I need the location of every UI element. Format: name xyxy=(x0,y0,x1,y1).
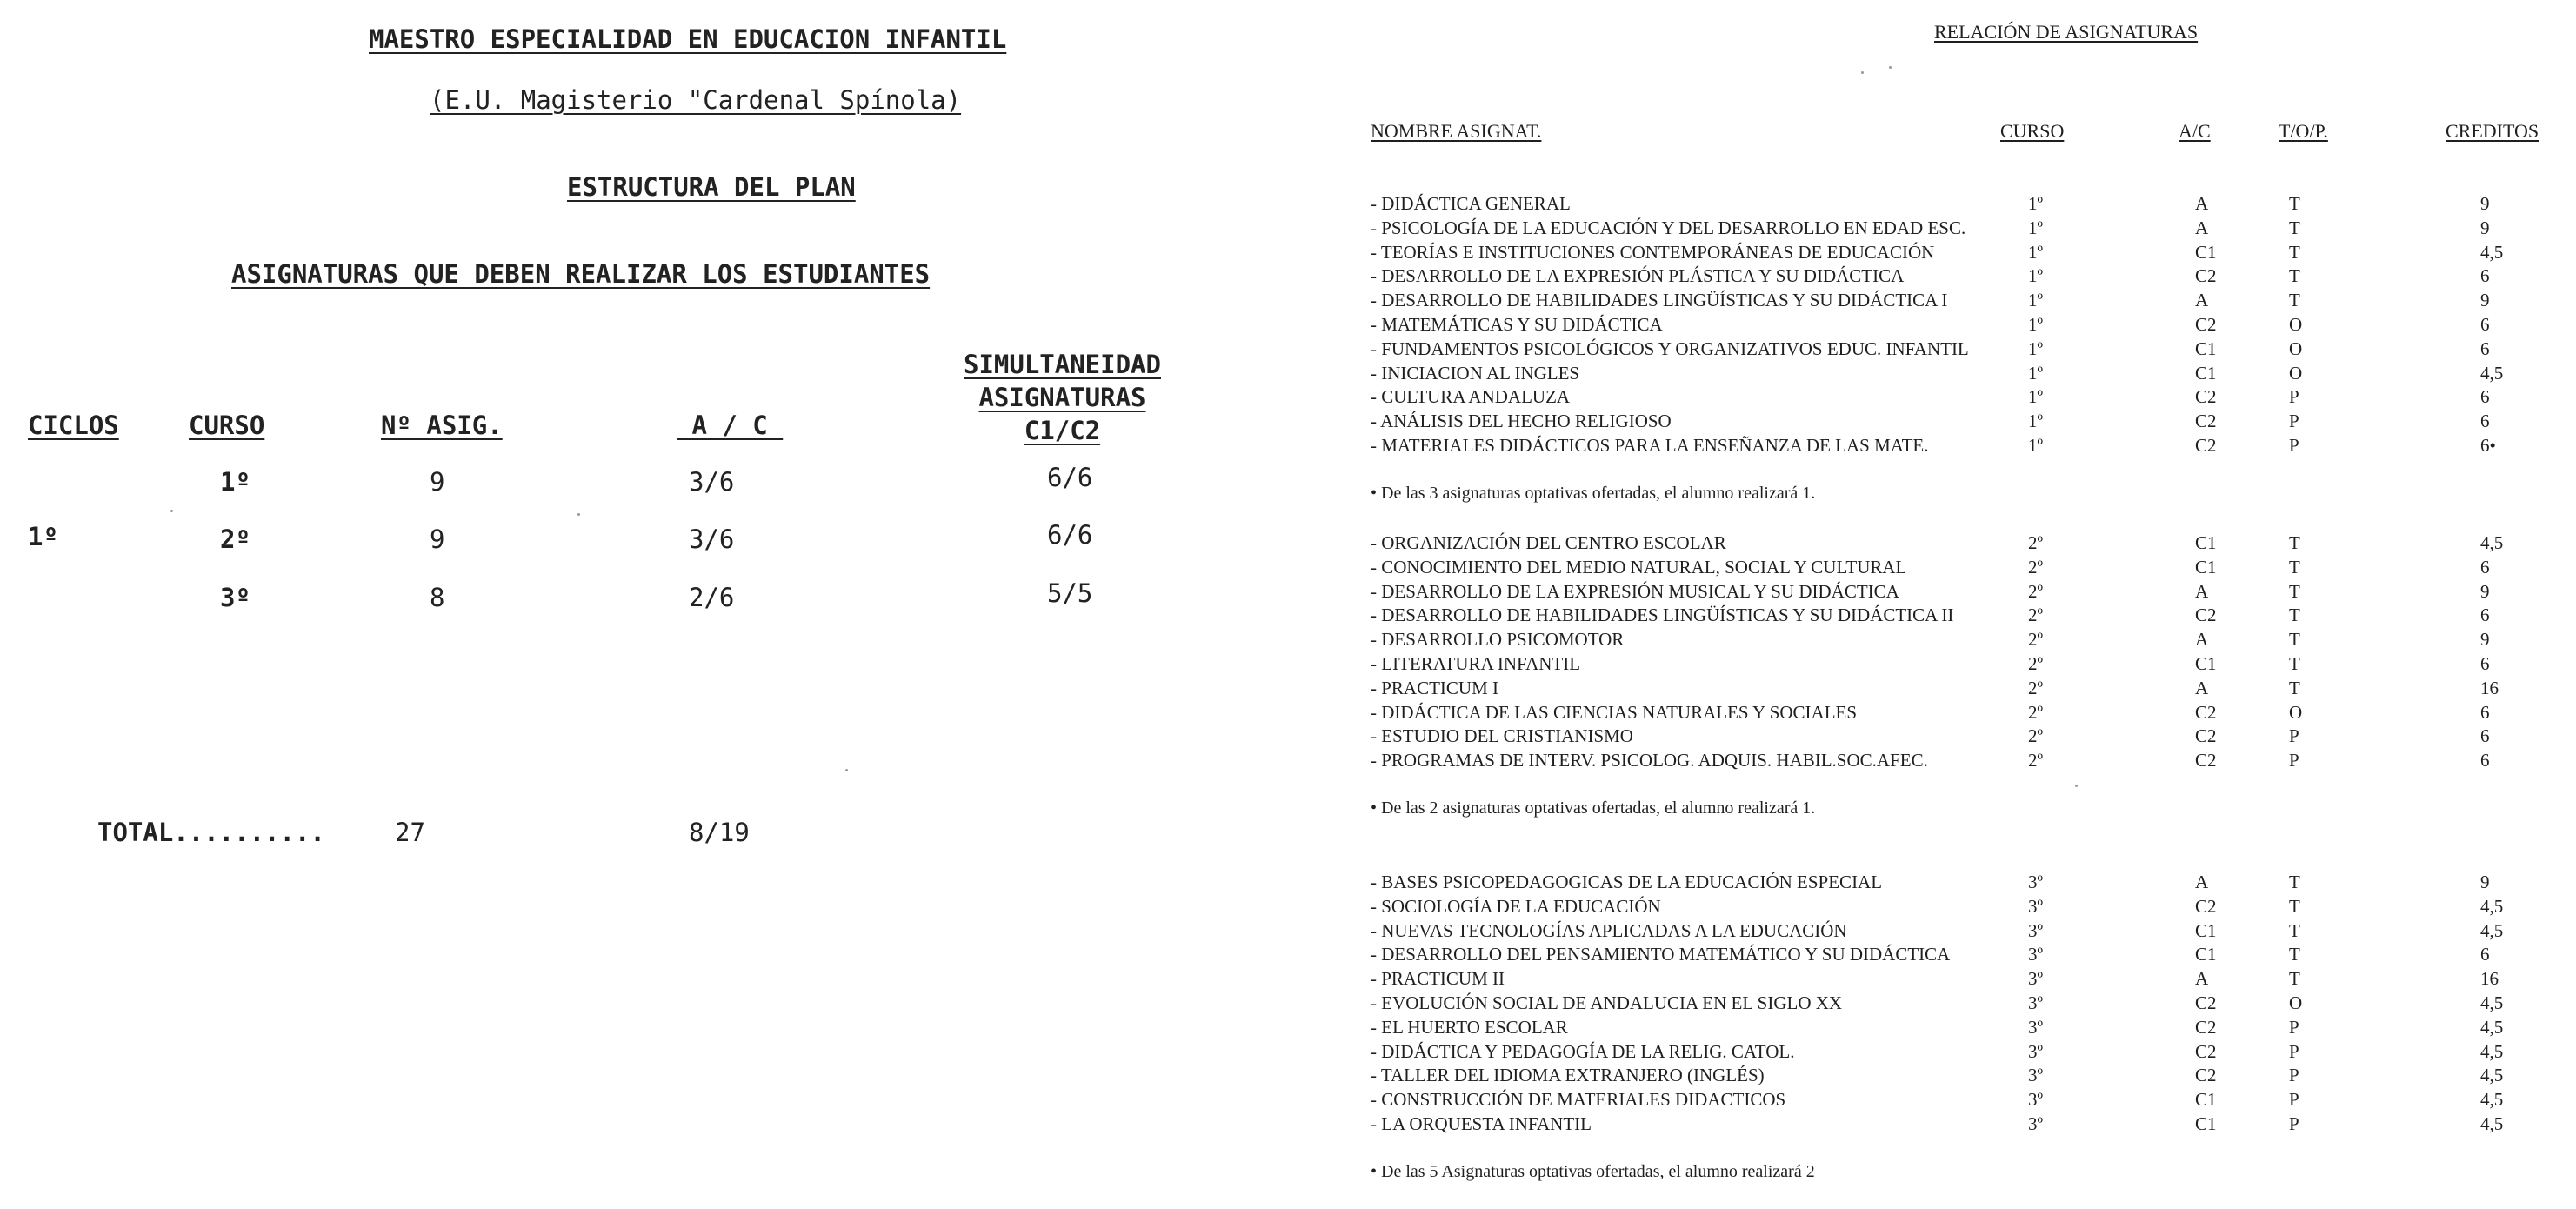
subject-creditos: 6• xyxy=(2480,435,2496,456)
subject-row xyxy=(1371,411,2571,435)
subject-top: P xyxy=(2289,1016,2299,1038)
subject-ac: C1 xyxy=(2195,1089,2217,1111)
subject-creditos: 6 xyxy=(2480,944,2490,965)
total-ac: 8/19 xyxy=(689,818,750,847)
subject-row xyxy=(1371,386,2571,411)
subject-name: - DIDÁCTICA DE LAS CIENCIAS NATURALES Y SOCIALES xyxy=(1371,701,1858,723)
subject-creditos: 16 xyxy=(2480,677,2499,698)
subject-creditos: 6 xyxy=(2480,653,2490,674)
subject-name: - CONOCIMIENTO DEL MEDIO NATURAL, SOCIAL Y CULTURAL xyxy=(1371,556,1907,578)
subject-top: T xyxy=(2289,677,2300,698)
subject-ac: C2 xyxy=(2195,411,2217,432)
subject-creditos: 9 xyxy=(2480,580,2490,602)
header-nombre: NOMBRE ASIGNAT. xyxy=(1371,120,1542,142)
optional-subjects-note: • De las 5 Asignaturas optativas ofertadas, el alumno realizará 2 xyxy=(1371,1161,1815,1181)
subject-creditos: 6 xyxy=(2480,701,2490,723)
subject-top: T xyxy=(2289,653,2300,674)
subject-curso: 3º xyxy=(2028,1089,2044,1111)
subject-name: - DIDÁCTICA GENERAL xyxy=(1371,193,1571,214)
subject-ac: C2 xyxy=(2195,386,2217,408)
subject-name: - LA ORQUESTA INFANTIL xyxy=(1371,1113,1592,1134)
subject-name: - DESARROLLO DE HABILIDADES LINGÜÍSTICAS Y SU DIDÁCTICA I xyxy=(1371,290,1948,311)
row-curso: 2º xyxy=(220,524,250,554)
subject-curso: 1º xyxy=(2028,217,2044,238)
subject-top: T xyxy=(2289,895,2300,917)
subject-row xyxy=(1371,581,2571,605)
header-ac: A / C xyxy=(677,411,784,440)
subject-curso: 2º xyxy=(2028,725,2044,747)
subject-ac: C1 xyxy=(2195,919,2217,941)
subject-curso: 1º xyxy=(2028,314,2044,335)
row-simultaneidad: 5/5 xyxy=(1047,578,1093,608)
subject-name: - EVOLUCIÓN SOCIAL DE ANDALUCIA EN EL SIGLO XX xyxy=(1371,992,1843,1013)
subject-top: T xyxy=(2289,556,2300,578)
subject-name: - DIDÁCTICA Y PEDAGOGÍA DE LA RELIG. CATOL. xyxy=(1371,1040,1795,1062)
subject-ac: C2 xyxy=(2195,1016,2217,1038)
subject-creditos: 4,5 xyxy=(2480,919,2504,941)
subject-curso: 2º xyxy=(2028,604,2044,626)
subject-ac: A xyxy=(2195,193,2209,214)
header-num-asignaturas: Nº ASIG. xyxy=(381,411,503,440)
subject-name: - NUEVAS TECNOLOGÍAS APLICADAS A LA EDUCACIÓN xyxy=(1371,919,1847,941)
header-simultaneidad-line: C1/C2 xyxy=(1024,416,1101,445)
document-title: MAESTRO ESPECIALIDAD EN EDUCACION INFANTIL xyxy=(369,24,1007,54)
subject-ac: C2 xyxy=(2195,701,2217,723)
scan-speck xyxy=(1889,66,1892,69)
subject-row xyxy=(1371,1017,2571,1041)
subject-top: T xyxy=(2289,265,2300,287)
row-num-asig: 9 xyxy=(430,467,445,497)
subject-row xyxy=(1371,725,2571,750)
header-curso: CURSO xyxy=(2000,120,2065,142)
subject-ac: C1 xyxy=(2195,1113,2217,1134)
subject-name: - SOCIOLOGÍA DE LA EDUCACIÓN xyxy=(1371,895,1661,917)
subject-row xyxy=(1371,872,2571,896)
subject-creditos: 6 xyxy=(2480,265,2490,287)
scan-speck xyxy=(1861,71,1864,74)
total-num-asig: 27 xyxy=(395,818,425,847)
subject-curso: 1º xyxy=(2028,193,2044,214)
subject-top: T xyxy=(2289,532,2300,553)
subject-ac: C1 xyxy=(2195,532,2217,553)
row-simultaneidad: 6/6 xyxy=(1047,463,1093,492)
subjects-list-page xyxy=(1357,0,2576,1209)
subject-creditos: 4,5 xyxy=(2480,362,2504,384)
subject-row xyxy=(1371,363,2571,387)
row-simultaneidad: 6/6 xyxy=(1047,520,1093,550)
subject-top: T xyxy=(2289,290,2300,311)
subject-ac: C2 xyxy=(2195,725,2217,747)
subject-creditos: 6 xyxy=(2480,314,2490,335)
subject-top: P xyxy=(2289,725,2299,747)
subject-name: - DESARROLLO DE LA EXPRESIÓN PLÁSTICA Y SU DIDÁCTICA xyxy=(1371,265,1905,287)
subject-row xyxy=(1371,1041,2571,1065)
subject-top: O xyxy=(2289,362,2303,384)
subject-creditos: 4,5 xyxy=(2480,1016,2504,1038)
subject-curso: 2º xyxy=(2028,580,2044,602)
subject-creditos: 9 xyxy=(2480,290,2490,311)
subject-name: - PRACTICUM I xyxy=(1371,677,1499,698)
total-label: TOTAL.......... xyxy=(97,818,325,847)
subject-ac: C2 xyxy=(2195,750,2217,771)
row-ac: 2/6 xyxy=(689,583,735,612)
subject-curso: 3º xyxy=(2028,919,2044,941)
subject-top: T xyxy=(2289,629,2300,651)
subject-creditos: 6 xyxy=(2480,386,2490,408)
subject-creditos: 4,5 xyxy=(2480,1040,2504,1062)
subject-row xyxy=(1371,338,2571,363)
subject-name: - MATERIALES DIDÁCTICOS PARA LA ENSEÑANZA DE LAS MATE. xyxy=(1371,435,1929,456)
subject-top: T xyxy=(2289,919,2300,941)
header-creditos: CREDITOS xyxy=(2446,120,2539,142)
subject-top: P xyxy=(2289,1113,2299,1134)
subject-row xyxy=(1371,944,2571,968)
subject-name: - DESARROLLO DE LA EXPRESIÓN MUSICAL Y SU DIDÁCTICA xyxy=(1371,580,1899,602)
subject-curso: 3º xyxy=(2028,895,2044,917)
subject-row xyxy=(1371,314,2571,338)
row-ac: 3/6 xyxy=(689,467,735,497)
optional-subjects-note: • De las 3 asignaturas optativas ofertadas, el alumno realizará 1. xyxy=(1371,483,1816,503)
subject-ac: A xyxy=(2195,677,2209,698)
subject-creditos: 4,5 xyxy=(2480,992,2504,1013)
row-ac: 3/6 xyxy=(689,524,735,554)
subject-top: T xyxy=(2289,604,2300,626)
subject-top: T xyxy=(2289,580,2300,602)
subject-curso: 3º xyxy=(2028,1065,2044,1086)
subject-ac: C2 xyxy=(2195,314,2217,335)
subject-row xyxy=(1371,1065,2571,1089)
subject-top: P xyxy=(2289,1065,2299,1086)
subject-curso: 3º xyxy=(2028,1040,2044,1062)
subject-top: O xyxy=(2289,992,2303,1013)
subject-ac: C2 xyxy=(2195,435,2217,456)
subject-name: - CULTURA ANDALUZA xyxy=(1371,386,1571,408)
subject-curso: 3º xyxy=(2028,944,2044,965)
subject-curso: 3º xyxy=(2028,872,2044,892)
ciclo-value: 1º xyxy=(28,522,58,551)
subject-top: O xyxy=(2289,701,2303,723)
section-subtitle: ASIGNATURAS QUE DEBEN REALIZAR LOS ESTUDIANTES xyxy=(231,259,931,289)
subject-row xyxy=(1371,992,2571,1017)
subject-row xyxy=(1371,242,2571,266)
subject-name: - BASES PSICOPEDAGOGICAS DE LA EDUCACIÓN ESPECIAL xyxy=(1371,872,1883,892)
subject-creditos: 4,5 xyxy=(2480,1065,2504,1086)
subject-curso: 3º xyxy=(2028,1016,2044,1038)
subject-creditos: 6 xyxy=(2480,604,2490,626)
scan-speck xyxy=(2075,785,2078,787)
subject-ac: A xyxy=(2195,290,2209,311)
row-num-asig: 8 xyxy=(430,583,445,612)
subject-ac: C2 xyxy=(2195,265,2217,287)
header-simultaneidad-line: ASIGNATURAS xyxy=(978,383,1146,412)
subject-creditos: 4,5 xyxy=(2480,241,2504,263)
subject-ac: C2 xyxy=(2195,604,2217,626)
subject-creditos: 6 xyxy=(2480,750,2490,771)
subject-ac: A xyxy=(2195,968,2209,990)
subject-curso: 1º xyxy=(2028,386,2044,408)
subject-creditos: 9 xyxy=(2480,217,2490,238)
subject-curso: 2º xyxy=(2028,677,2044,698)
subject-creditos: 4,5 xyxy=(2480,1089,2504,1111)
subject-creditos: 6 xyxy=(2480,337,2490,359)
subject-curso: 2º xyxy=(2028,629,2044,651)
subject-name: - MATEMÁTICAS Y SU DIDÁCTICA xyxy=(1371,314,1663,335)
subject-ac: C2 xyxy=(2195,992,2217,1013)
subject-name: - LITERATURA INFANTIL xyxy=(1371,653,1581,674)
subject-name: - TEORÍAS E INSTITUCIONES CONTEMPORÁNEAS DE EDUCACIÓN xyxy=(1371,241,1935,263)
subject-name: - DESARROLLO PSICOMOTOR xyxy=(1371,629,1625,651)
subject-row xyxy=(1371,702,2571,726)
subject-creditos: 16 xyxy=(2480,968,2499,990)
subject-ac: C2 xyxy=(2195,1065,2217,1086)
optional-subjects-note: • De las 2 asignaturas optativas ofertadas, el alumno realizará 1. xyxy=(1371,798,1816,818)
subject-top: T xyxy=(2289,944,2300,965)
subject-name: - DESARROLLO DEL PENSAMIENTO MATEMÁTICO Y SU DIDÁCTICA xyxy=(1371,944,1951,965)
subject-top: T xyxy=(2289,193,2300,214)
subject-curso: 2º xyxy=(2028,701,2044,723)
subject-name: - EL HUERTO ESCOLAR xyxy=(1371,1016,1568,1038)
section-title: ESTRUCTURA DEL PLAN xyxy=(567,172,856,202)
subject-name: - DESARROLLO DE HABILIDADES LINGÜÍSTICAS Y SU DIDÁCTICA II xyxy=(1371,604,1954,626)
row-curso: 3º xyxy=(220,583,250,612)
subject-name: - ESTUDIO DEL CRISTIANISMO xyxy=(1371,725,1633,747)
subject-curso: 2º xyxy=(2028,556,2044,578)
subject-top: T xyxy=(2289,241,2300,263)
subject-row xyxy=(1371,217,2571,242)
subject-creditos: 9 xyxy=(2480,872,2490,892)
subject-ac: C2 xyxy=(2195,1040,2217,1062)
subject-ac: C1 xyxy=(2195,556,2217,578)
subject-ac: C1 xyxy=(2195,362,2217,384)
subject-top: P xyxy=(2289,386,2299,408)
row-curso: 1º xyxy=(220,467,250,497)
subject-row xyxy=(1371,290,2571,314)
subject-row xyxy=(1371,653,2571,678)
subject-row xyxy=(1371,968,2571,992)
subject-curso: 3º xyxy=(2028,1113,2044,1134)
subject-top: P xyxy=(2289,1040,2299,1062)
header-ac: A/C xyxy=(2179,120,2211,142)
subject-ac: C2 xyxy=(2195,895,2217,917)
subject-curso: 1º xyxy=(2028,435,2044,456)
subject-ac: A xyxy=(2195,629,2209,651)
subject-creditos: 6 xyxy=(2480,556,2490,578)
subject-row xyxy=(1371,896,2571,920)
subject-name: - ANÁLISIS DEL HECHO RELIGIOSO xyxy=(1371,411,1672,432)
subject-creditos: 4,5 xyxy=(2480,1113,2504,1134)
subject-row xyxy=(1371,604,2571,629)
row-num-asig: 9 xyxy=(430,524,445,554)
subject-row xyxy=(1371,532,2571,557)
subject-row xyxy=(1371,1113,2571,1138)
subject-creditos: 9 xyxy=(2480,629,2490,651)
scan-speck xyxy=(845,769,848,771)
subject-row xyxy=(1371,265,2571,290)
subject-row xyxy=(1371,920,2571,945)
subject-curso: 2º xyxy=(2028,750,2044,771)
subject-row xyxy=(1371,629,2571,653)
subject-name: - INICIACION AL INGLES xyxy=(1371,362,1580,384)
subject-curso: 2º xyxy=(2028,653,2044,674)
subject-curso: 1º xyxy=(2028,241,2044,263)
subject-creditos: 9 xyxy=(2480,193,2490,214)
subject-curso: 1º xyxy=(2028,337,2044,359)
subject-creditos: 6 xyxy=(2480,725,2490,747)
subject-ac: C1 xyxy=(2195,653,2217,674)
subject-top: T xyxy=(2289,968,2300,990)
subject-curso: 3º xyxy=(2028,992,2044,1013)
subject-curso: 1º xyxy=(2028,265,2044,287)
subject-top: P xyxy=(2289,411,2299,432)
scan-speck xyxy=(577,513,580,516)
subject-curso: 2º xyxy=(2028,532,2044,553)
subject-name: - FUNDAMENTOS PSICOLÓGICOS Y ORGANIZATIVOS EDUC. INFANTIL xyxy=(1371,337,1969,359)
subject-row xyxy=(1371,1089,2571,1113)
header-ciclos: CICLOS xyxy=(28,411,119,440)
subject-curso: 1º xyxy=(2028,411,2044,432)
subject-ac: C1 xyxy=(2195,241,2217,263)
subject-top: T xyxy=(2289,217,2300,238)
subject-top: P xyxy=(2289,750,2299,771)
subject-name: - TALLER DEL IDIOMA EXTRANJERO (INGLÉS) xyxy=(1371,1065,1765,1086)
header-top: T/O/P. xyxy=(2279,120,2328,142)
subject-creditos: 6 xyxy=(2480,411,2490,432)
header-simultaneidad xyxy=(964,348,1161,447)
subjects-list-title: RELACIÓN DE ASIGNATURAS xyxy=(1934,21,2199,43)
scan-speck xyxy=(170,510,173,512)
subject-ac: A xyxy=(2195,580,2209,602)
subject-name: - CONSTRUCCIÓN DE MATERIALES DIDACTICOS xyxy=(1371,1089,1786,1111)
subject-creditos: 4,5 xyxy=(2480,895,2504,917)
subject-row xyxy=(1371,193,2571,217)
subject-name: - PROGRAMAS DE INTERV. PSICOLOG. ADQUIS. HABIL.SOC.AFEC. xyxy=(1371,750,1928,771)
header-curso: CURSO xyxy=(189,411,265,440)
subject-row xyxy=(1371,557,2571,581)
subject-row xyxy=(1371,435,2571,459)
subject-ac: A xyxy=(2195,217,2209,238)
subject-top: O xyxy=(2289,337,2303,359)
subject-creditos: 4,5 xyxy=(2480,532,2504,553)
subject-name: - PSICOLOGÍA DE LA EDUCACIÓN Y DEL DESARROLLO EN EDAD ESC. xyxy=(1371,217,1966,238)
subject-row xyxy=(1371,678,2571,702)
school-name: (E.U. Magisterio "Cardenal Spínola) xyxy=(430,85,962,115)
subject-ac: C1 xyxy=(2195,944,2217,965)
subject-curso: 1º xyxy=(2028,362,2044,384)
subject-row xyxy=(1371,750,2571,774)
plan-structure-page xyxy=(0,0,1270,1209)
subject-top: O xyxy=(2289,314,2303,335)
subject-top: T xyxy=(2289,872,2300,892)
subject-curso: 1º xyxy=(2028,290,2044,311)
subject-top: P xyxy=(2289,1089,2299,1111)
subject-name: - PRACTICUM II xyxy=(1371,968,1505,990)
subject-ac: C1 xyxy=(2195,337,2217,359)
header-simultaneidad-line: SIMULTANEIDAD xyxy=(964,350,1161,379)
subject-top: P xyxy=(2289,435,2299,456)
subject-ac: A xyxy=(2195,872,2209,892)
subject-curso: 3º xyxy=(2028,968,2044,990)
subject-name: - ORGANIZACIÓN DEL CENTRO ESCOLAR xyxy=(1371,532,1726,553)
